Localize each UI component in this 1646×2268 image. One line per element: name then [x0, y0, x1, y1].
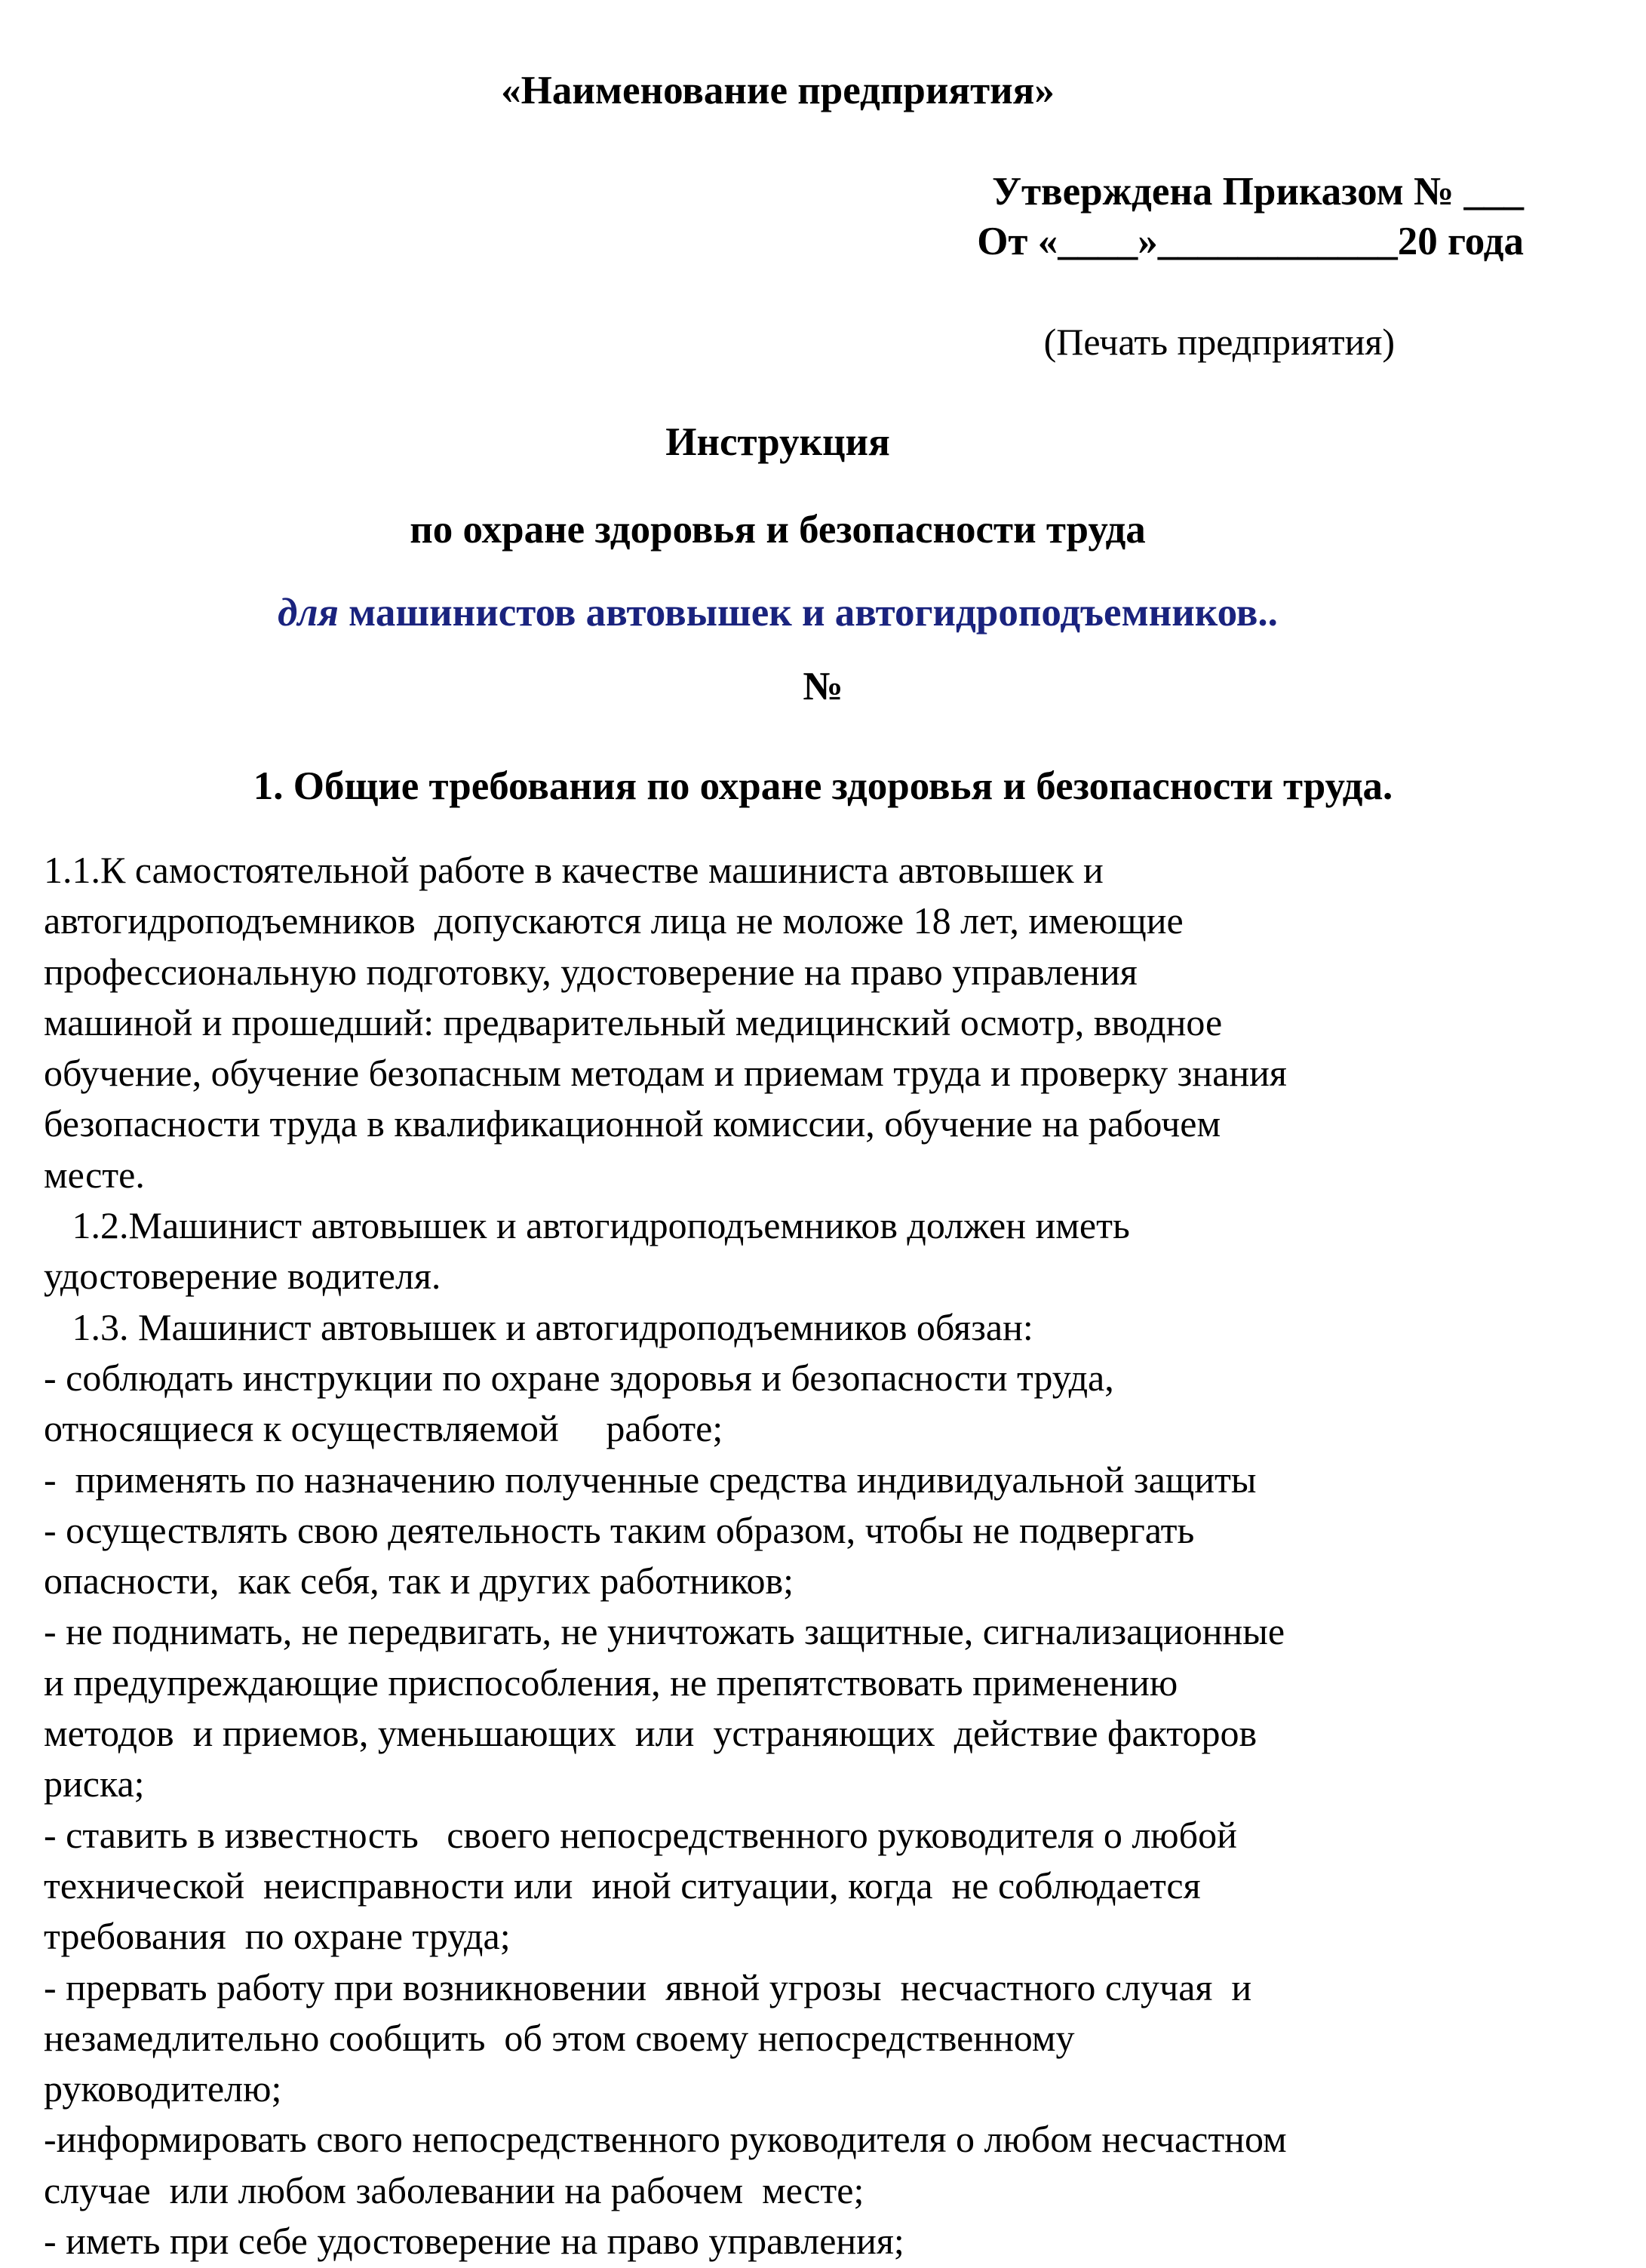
body-line: 1.2.Машинист автовышек и автогидроподъемников должен иметь: [44, 1204, 1130, 1247]
body-line: 1.3. Машинист автовышек и автогидроподъемников обязан:: [44, 1305, 1033, 1348]
body-line: -информировать свого непосредственного руководителя о любом несчастном: [44, 2118, 1287, 2161]
document-number: №: [803, 665, 843, 708]
body-line: требования по охране труда;: [44, 1915, 511, 1958]
body-line: удостоверение водителя.: [44, 1255, 441, 1298]
body-line: обучение, обучение безопасным методам и приемам труда и проверку знания: [44, 1052, 1287, 1095]
body-line: случае или любом заболевании на рабочем месте;: [44, 2168, 864, 2211]
body-line: 1.1.К самостоятельной работе в качестве машиниста автовышек и: [44, 849, 1104, 891]
approval-line-date: От «____»____________20 года: [977, 220, 1524, 263]
company-seal-placeholder: (Печать предприятия): [1043, 321, 1395, 363]
body-line: профессиональную подготовку, удостоверение на право управления: [44, 950, 1138, 993]
body-line: - ставить в известность своего непосредственного руководителя о любой: [44, 1813, 1237, 1856]
section-heading: 1. Общие требования по охране здоровья и безопасности труда.: [253, 764, 1393, 808]
body-line: машиной и прошедший: предварительный медицинский осмотр, вводное: [44, 1000, 1223, 1043]
body-line: безопасности труда в квалификационной комиссии, обучение на рабочем: [44, 1102, 1221, 1145]
document-target-profession: [0, 593, 1646, 633]
target-text: машинистов автовышек и автогидроподъемников..: [338, 591, 1278, 635]
section-body: [44, 845, 1613, 2266]
target-prefix: для: [278, 591, 339, 635]
body-line: - осуществлять свою деятельность таким образом, чтобы не подвергать: [44, 1508, 1195, 1551]
body-line: - иметь при себе удостоверение на право управления;: [44, 2220, 904, 2263]
body-line: методов и приемов, уменьшающих или устраняющих действие факторов: [44, 1712, 1258, 1755]
body-line: - применять по назначению полученные средства индивидуальной защиты: [44, 1458, 1257, 1501]
document-subtitle: по охране здоровья и безопасности труда: [410, 508, 1146, 552]
body-line: технической неисправности или иной ситуации, когда не соблюдается: [44, 1864, 1201, 1907]
body-line: - прервать работу при возникновении явной угрозы несчастного случая и: [44, 1965, 1252, 2008]
approval-line-order: Утверждена Приказом № ___: [992, 170, 1524, 214]
body-line: и предупреждающие приспособления, не препятствовать применению: [44, 1661, 1178, 1704]
body-line: опасности, как себя, так и других работников;: [44, 1560, 794, 1603]
body-line: - соблюдать инструкции по охране здоровья и безопасности труда,: [44, 1356, 1114, 1399]
body-line: - не поднимать, не передвигать, не уничтожать защитные, сигнализационные: [44, 1610, 1285, 1653]
body-line: автогидроподъемников допускаются лица не моложе 18 лет, имеющие: [44, 899, 1184, 942]
document-title: Инструкция: [665, 420, 890, 464]
body-line: риска;: [44, 1762, 145, 1805]
body-line: руководителю;: [44, 2067, 282, 2110]
body-line: месте.: [44, 1153, 145, 1196]
body-line: относящиеся к осуществляемой работе;: [44, 1407, 723, 1450]
company-name: «Наименование предприятия»: [501, 69, 1055, 112]
body-line: незамедлительно сообщить об этом своему непосредственному: [44, 2016, 1075, 2059]
